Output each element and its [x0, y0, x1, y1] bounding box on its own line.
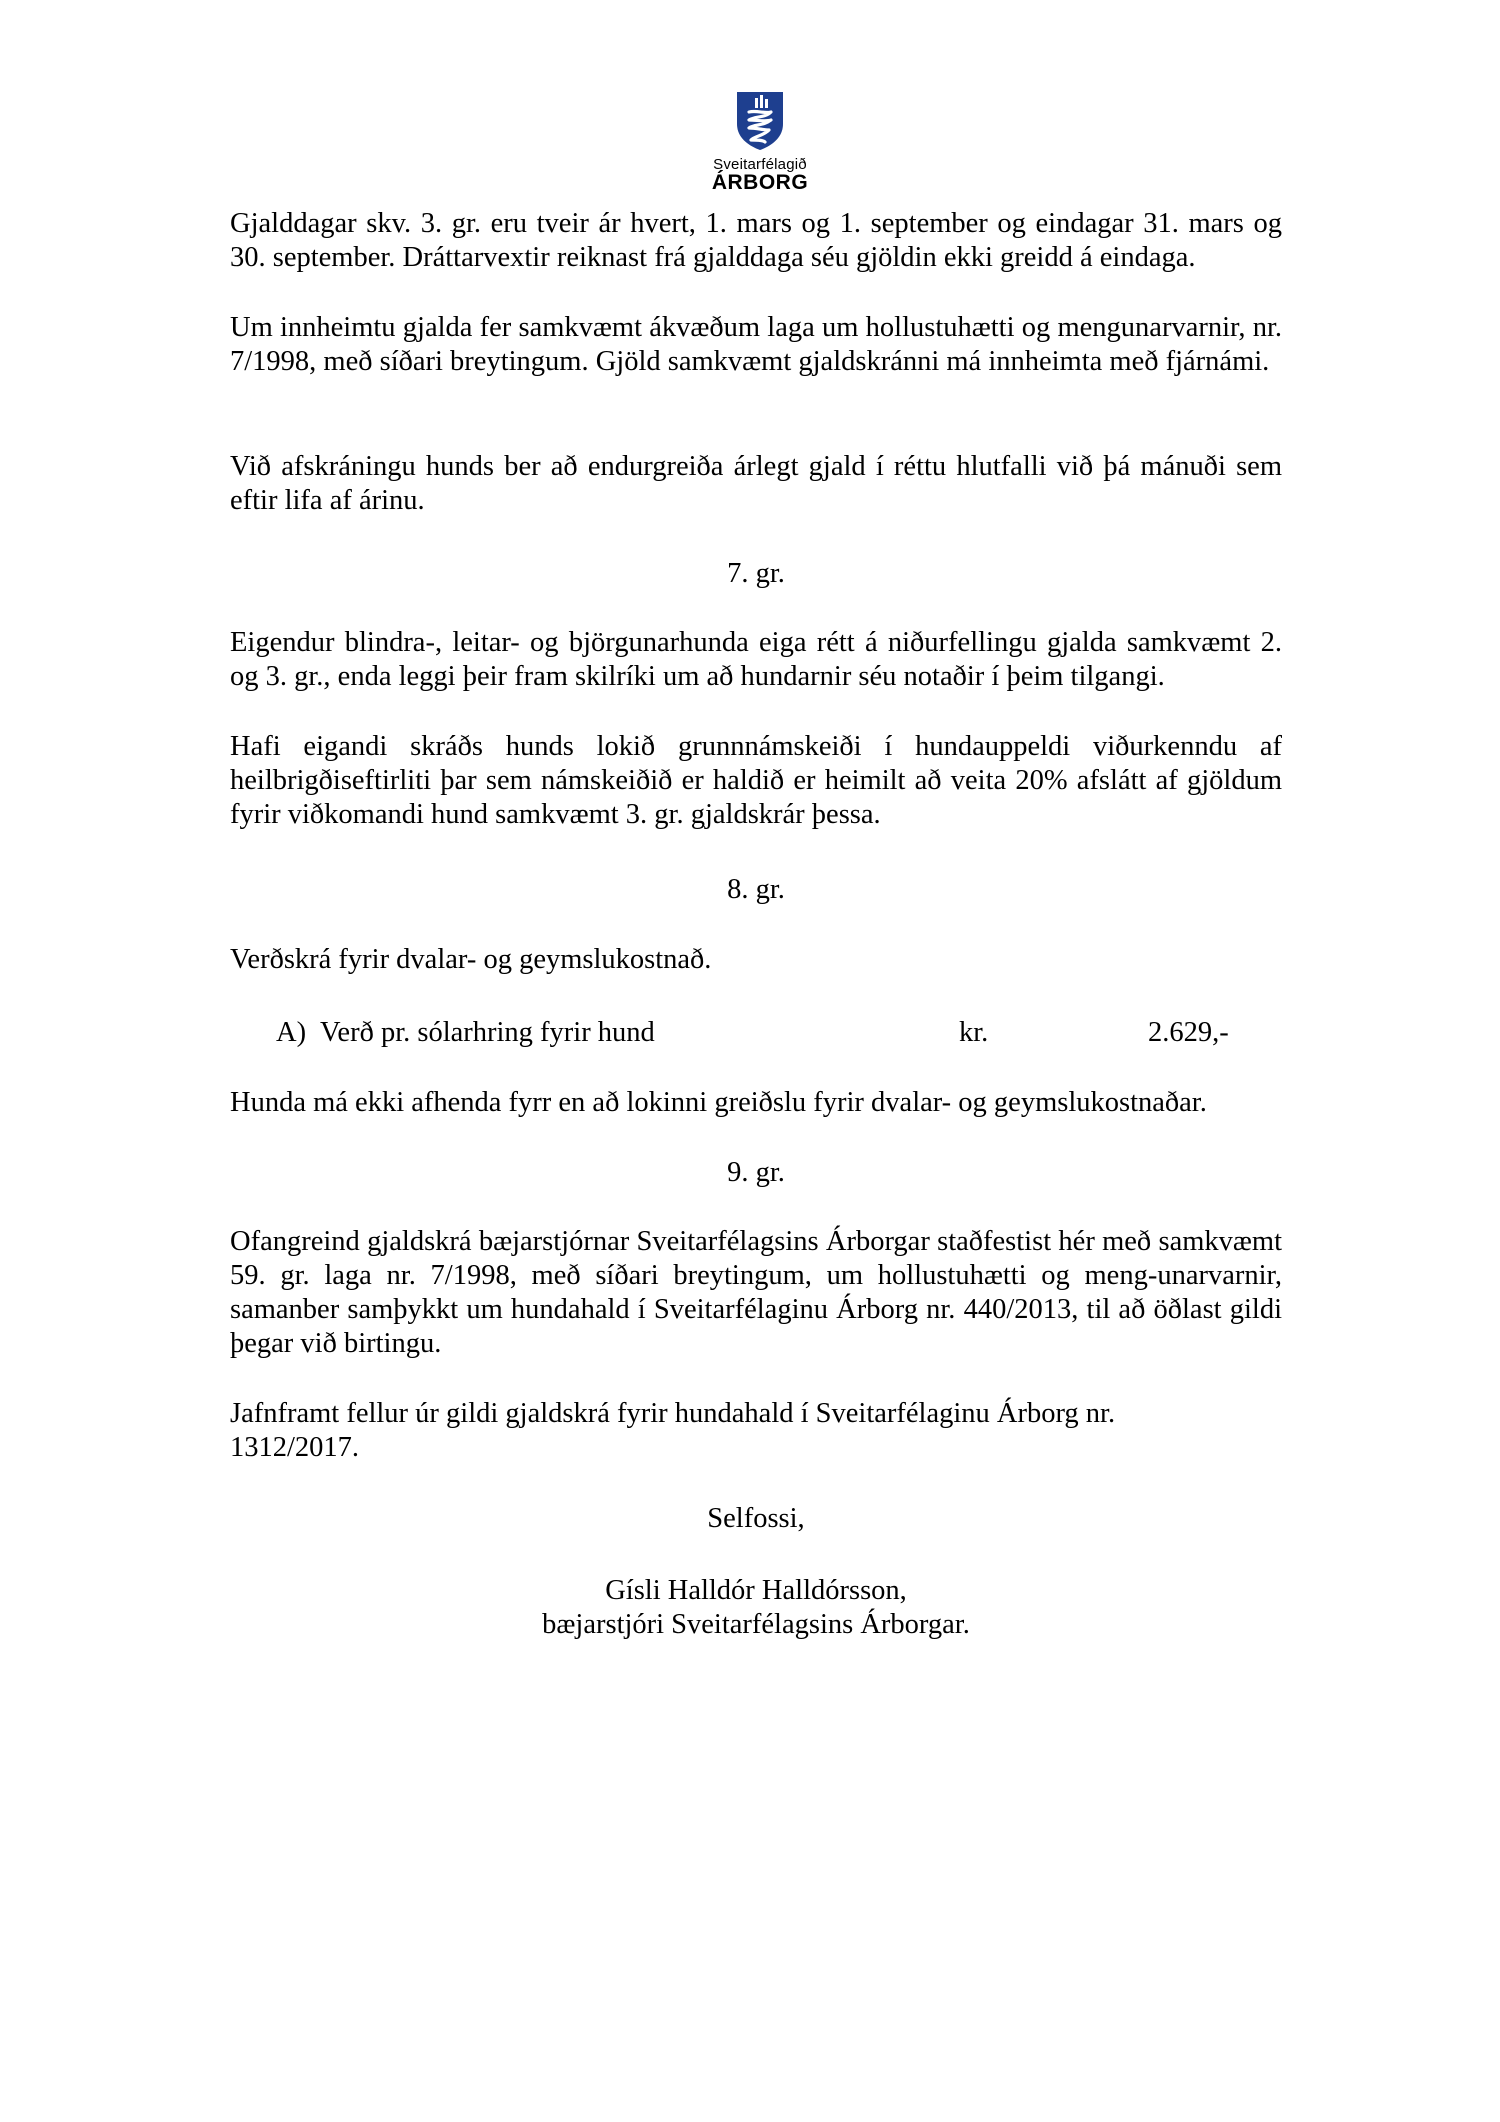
- logo-subtitle: Sveitarfélagið: [713, 156, 807, 173]
- article-heading-8: 8. gr.: [727, 874, 785, 905]
- paragraph-discount: Hafi eigandi skráðs hunds lokið grunnnámskeiði í hundauppeldi viðurkenndu af heilbrigðiseftirliti þar sem námskeiðið er haldið er heimilt að veita 20% afslátt af gjöldum fyrir viðkomandi hund samkvæmt 3. gr. gjaldskrár þessa.: [230, 731, 1282, 830]
- paragraph-repeal-line-1: Jafnframt fellur úr gildi gjaldskrá fyrir hundahald í Sveitarfélaginu Árborg nr.: [230, 1398, 1116, 1429]
- paragraph-ratification: Ofangreind gjaldskrá bæjarstjórnar Sveitarfélagsins Árborgar staðfestist hér með samkvæmt 59. gr. laga nr. 7/1998, með síðari breytingum, um hollustuhætti og meng-unarvarnir, samanber samþykkt um hundahald í Sveitarfélaginu Árborg nr. 440/2013, til að öðlast gildi þegar við birtingu.: [230, 1226, 1282, 1359]
- paragraph-due-dates: Gjalddagar skv. 3. gr. eru tveir ár hvert, 1. mars og 1. september og eindagar 31. mars og 30. september. Dráttarvextir reiknast frá gjalddaga séu gjöldin ekki greidd á eindaga.: [230, 208, 1282, 273]
- paragraph-release-condition: Hunda má ekki afhenda fyrr en að lokinni greiðslu fyrir dvalar- og geymslukostnaðar.: [230, 1087, 1207, 1118]
- price-item-currency: kr.: [959, 1017, 989, 1048]
- price-item-amount: 2.629,-: [1148, 1017, 1229, 1048]
- paragraph-repeal-line-2: 1312/2017.: [230, 1432, 360, 1463]
- price-item-label: A): [276, 1017, 307, 1048]
- signature-place: Selfossi,: [707, 1503, 805, 1534]
- price-item-description: Verð pr. sólarhring fyrir hund: [320, 1017, 655, 1048]
- municipality-logo: [700, 90, 820, 193]
- paragraph-repeal: [230, 1397, 1282, 1465]
- article-heading-9: 9. gr.: [727, 1157, 785, 1188]
- logo-title: ÁRBORG: [711, 171, 809, 194]
- article-heading-7: 7. gr.: [727, 558, 785, 589]
- arborg-shield-icon: [735, 90, 785, 152]
- signer-title: bæjarstjóri Sveitarfélagsins Árborgar.: [542, 1609, 970, 1640]
- paragraph-collection: Um innheimtu gjalda fer samkvæmt ákvæðum laga um hollustuhætti og mengunarvarnir, nr. 7/1998, með síðari breytingum. Gjöld samkvæmt gjaldskránni má innheimta með fjárnámi.: [230, 312, 1282, 377]
- paragraph-price-list-intro: Verðskrá fyrir dvalar- og geymslukostnað.: [230, 944, 712, 975]
- paragraph-deregistration: Við afskráningu hunds ber að endurgreiða árlegt gjald í réttu hlutfalli við þá mánuði sem eftir lifa af árinu.: [230, 451, 1282, 516]
- paragraph-service-dogs: Eigendur blindra-, leitar- og björgunarhunda eiga rétt á niðurfellingu gjalda samkvæmt 2. og 3. gr., enda leggi þeir fram skilríki um að hundarnir séu notaðir í þeim tilgangi.: [230, 627, 1282, 692]
- signer-name: Gísli Halldór Halldórsson,: [605, 1575, 907, 1606]
